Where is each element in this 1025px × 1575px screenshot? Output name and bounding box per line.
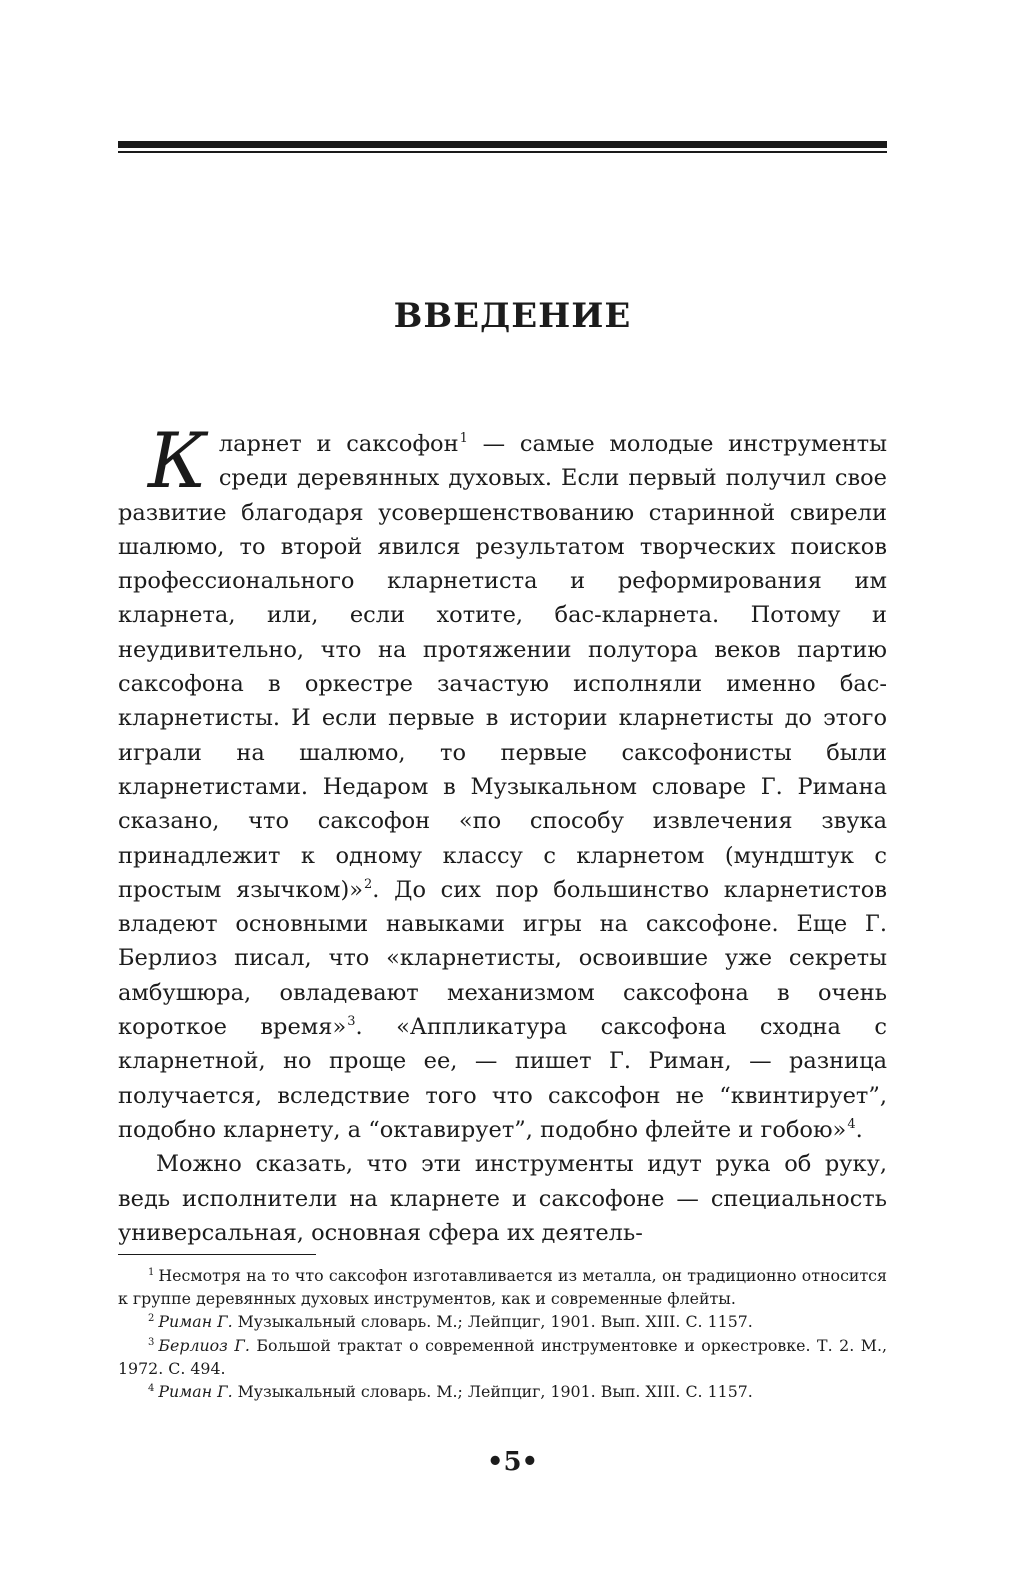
paragraph-1-text-a: ларнет и саксофон xyxy=(218,431,459,457)
footnote-ref-3: 3 xyxy=(347,1014,356,1030)
footnote-4-text: Музыкальный словарь. М.; Лейпциг, 1901. Вып. XIII. С. 1157. xyxy=(232,1382,753,1402)
paragraph-1 xyxy=(118,416,888,1147)
footnote-ref-2: 2 xyxy=(364,876,373,892)
footnote-ref-1: 1 xyxy=(459,431,468,446)
footnote-1 xyxy=(118,1264,887,1310)
footnote-2-number: 2 xyxy=(148,1313,155,1325)
paragraph-2: Можно сказать, что эти инструменты идут рука об руку, ведь исполнители на кларнете и саксофоне — специальность универсальная, основная сфера их деятель- xyxy=(118,1151,887,1246)
footnote-1-number: 1 xyxy=(148,1267,155,1278)
footnote-3-text: Большой трактат о современной инструментовке и оркестровке. Т. 2. М., 1972. С. 494. xyxy=(118,1335,887,1378)
footnote-4-author: Риман Г. xyxy=(158,1382,233,1402)
footnote-3-author: Берлиоз Г. xyxy=(158,1335,250,1355)
footnote-3-number: 3 xyxy=(148,1336,155,1348)
footnote-2-text: Музыкальный словарь. М.; Лейпциг, 1901. Вып. XIII. С. 1157. xyxy=(232,1312,753,1332)
chapter-title: ВВЕДЕНИЕ xyxy=(393,296,632,336)
page-number: •5• xyxy=(486,1447,539,1477)
footnote-ref-4: 4 xyxy=(847,1116,856,1132)
footnote-1-text: Несмотря на то что саксофон изготавливается из металла, он традиционно относится к группе деревянных духовых инструментов, как и современные флейты. xyxy=(118,1266,887,1309)
paragraph-1-text-b: — самые молодые инструменты среди деревянных духовых. Если первый получил свое развитие благодаря усовершенствованию старинной свирели шалюмо, то второй явился результатом творческих поисков профессионального кларнетиста и реформирования им кларнета, или, если хотите, бас-кларнета. Потому и неудивительно, что на протяжении полутора веков партию саксофона в оркестре зачастую исполняли именно бас-кларнетисты. И если первые в истории кларнетисты до этого играли на шалюмо, то первые саксофонисты были кларнетистами. Недаром в Музыкальном словаре Г. Римана сказано, что саксофон «по способу извлечения звука принадлежит к одному классу с кларнетом (мундштук с простым язычком)» xyxy=(118,431,887,903)
footnote-4 xyxy=(118,1380,887,1403)
header-rule-thin xyxy=(118,151,887,153)
footnote-2 xyxy=(118,1310,887,1333)
paragraph-1-text-e: . xyxy=(855,1116,863,1143)
footnote-4-number: 4 xyxy=(148,1383,155,1395)
header-rule-thick xyxy=(118,141,887,148)
main-text xyxy=(118,416,888,1250)
footnote-separator xyxy=(118,1254,316,1255)
footnote-2-author: Риман Г. xyxy=(158,1312,233,1332)
footnote-3 xyxy=(118,1334,887,1380)
dropcap-letter: К xyxy=(148,416,207,505)
paragraph-1-text-c: . До сих пор большинство кларнетистов владеют основными навыками игры на саксофоне. Еще Г. Берлиоз писал, что «кларнетисты, освоившие уже секреты амбушюра, овладевают механизмом саксофона в очень короткое время» xyxy=(118,876,888,1041)
footnotes xyxy=(118,1264,887,1403)
paragraph-1-text-d: . «Аппликатура саксофона сходна с кларнетной, но проще ее, — пишет Г. Риман, — разница получается, вследствие того что саксофон не “квинтирует”, подобно кларнету, а “октавирует”, подобно флейте и гобою» xyxy=(118,1014,888,1143)
